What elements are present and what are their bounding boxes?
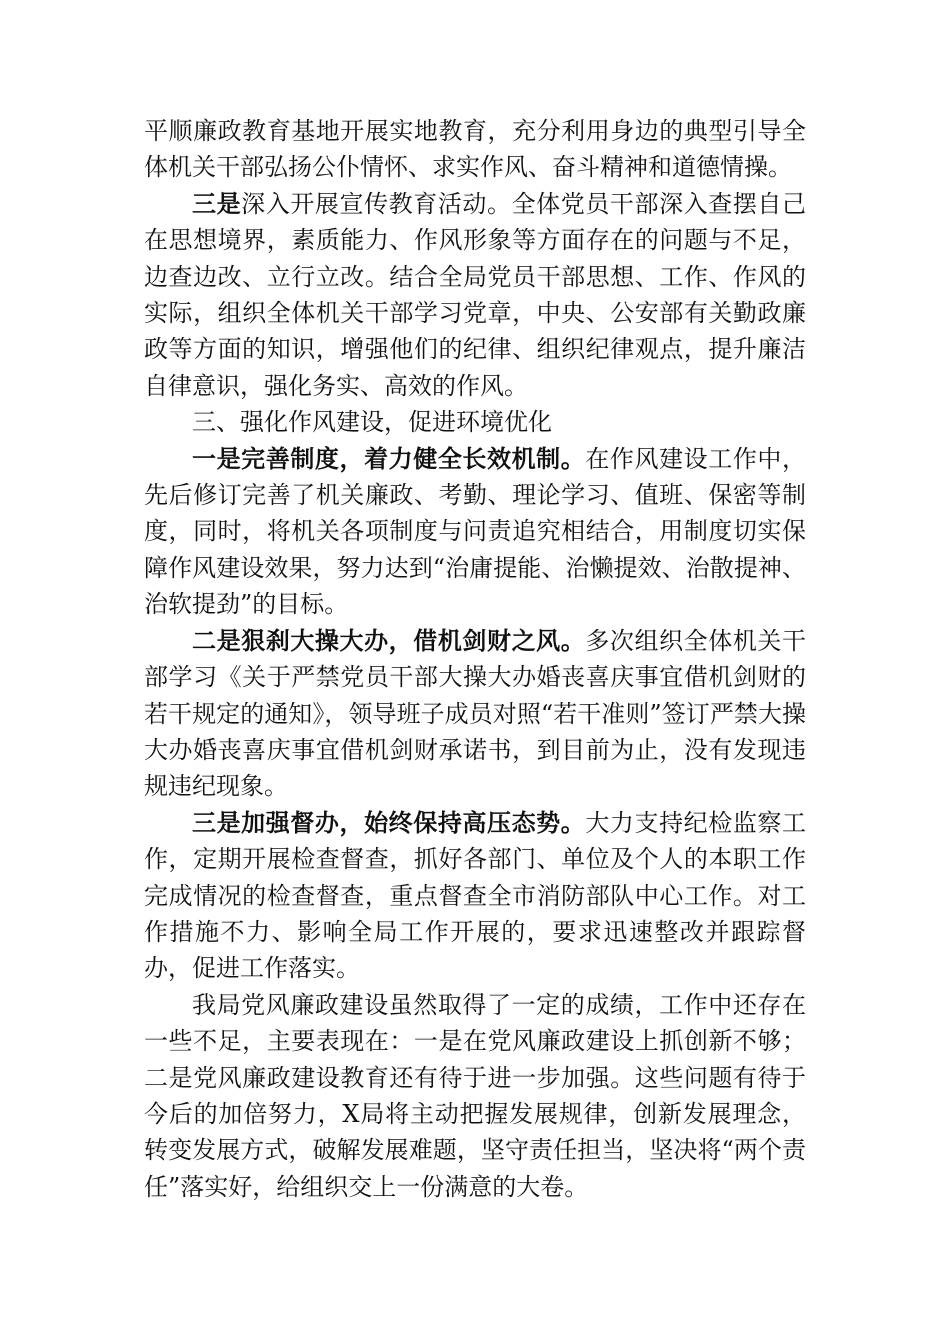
paragraph-text: 深入开展宣传教育活动。全体党员干部深入查摆自己在思想境界，素质能力、作风形象等方面存在的问题与不足，边查边改、立行立改。结合全局党员干部思想、工作、作风的实际，组织全体机关干部学习党章，中央、公安部有关勤政廉政等方面的知识，增强他们的纪律、组织纪律观点，提升廉洁自律意识，强化务实、高效的作风。 — [144, 189, 807, 400]
paragraph-text: 大力支持纪检监察工作，定期开展检查督查，抓好各部门、单位及个人的本职工作完成情况的检查督查，重点督查全市消防部队中心工作。对工作措施不力、影响全局工作开展的，要求迅速整改并跟踪督办，促进工作落实。 — [144, 808, 807, 983]
paragraph-text: 平顺廉政教育基地开展实地教育，充分利用身边的典型引导全体机关干部弘扬公仆情怀、求实作风、奋斗精神和道德情操。 — [144, 117, 806, 182]
paragraph-text: 多次组织全体机关干部学习《关于严禁党员干部大操大办婚丧喜庆事宜借机剑财的若干规定的通知》，领导班子成员对照“若干准则”签订严禁大操大办婚丧喜庆事宜借机剑财承诺书，到目前为止，没有发现违规违纪现象。 — [144, 626, 807, 801]
section-heading — [144, 404, 806, 440]
section-heading-text: 三、强化作风建设，促进环境优化 — [192, 408, 552, 437]
paragraph-lead: 三是加强督办，始终保持高压态势。 — [192, 808, 586, 837]
paragraph-6 — [144, 987, 806, 1205]
paragraph-lead: 三是 — [192, 189, 242, 218]
paragraph-4 — [144, 623, 806, 805]
paragraph-3 — [144, 441, 806, 623]
paragraph-lead: 一是完善制度，着力健全长效机制。 — [192, 444, 586, 473]
paragraph-lead: 二是狠刹大操大办，借机剑财之风。 — [192, 626, 586, 655]
document-page — [144, 113, 806, 1205]
paragraph-text: 在作风建设工作中，先后修订完善了机关廉政、考勤、理论学习、值班、保密等制度，同时，将机关各项制度与问责追究相结合，用制度切实保障作风建设效果，努力达到“治庸提能、治懒提效、治散提神、治软提劲”的目标。 — [144, 444, 807, 619]
paragraph-text: 我局党风廉政建设虽然取得了一定的成绩，工作中还存在一些不足，主要表现在：一是在党风廉政建设上抓创新不够；二是党风廉政建设教育还有待于进一步加强。这些问题有待于今后的加倍努力，X局将主动把握发展规律，创新发展理念，转变发展方式，破解发展难题，坚守责任担当，坚决将“两个责任”落实好，给组织交上一份满意的大卷。 — [144, 990, 806, 1201]
paragraph-5 — [144, 805, 806, 987]
paragraph-1 — [144, 113, 806, 186]
paragraph-2 — [144, 186, 806, 404]
